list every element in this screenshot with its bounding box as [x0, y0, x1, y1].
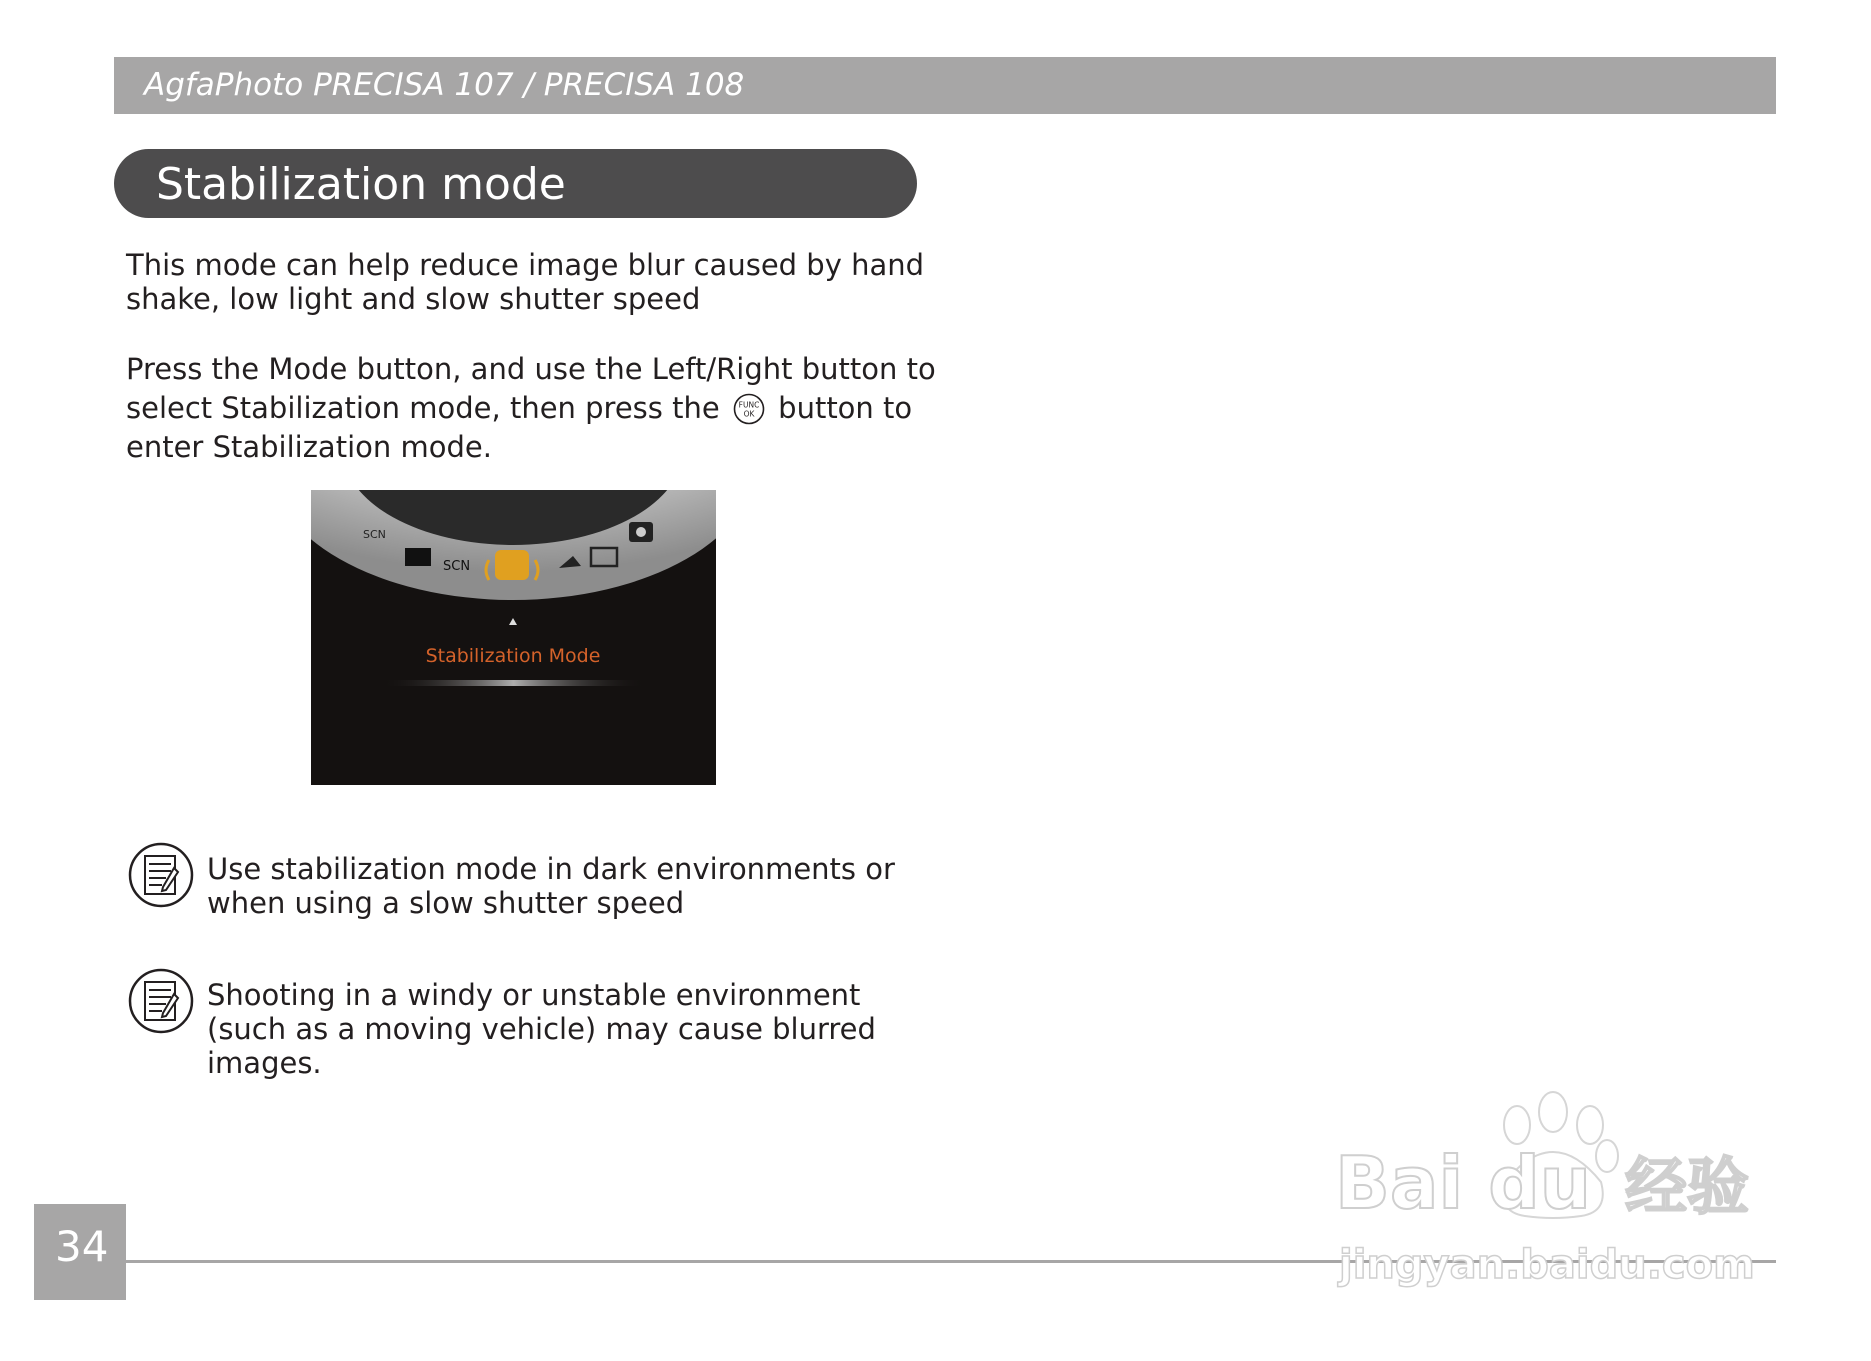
stabilization-mode-label: Stabilization Mode [425, 645, 601, 667]
watermark-cjk: 经验 [1625, 1150, 1750, 1223]
intro-paragraph: This mode can help reduce image blur caused by hand shake, low light and slow shutter speed [126, 248, 925, 316]
instruction-paragraph [126, 350, 946, 467]
note-text: Use stabilization mode in dark environments or when using a slow shutter speed [207, 852, 895, 920]
watermark-brand: Bai du [1335, 1141, 1592, 1225]
label-glow [381, 680, 646, 686]
note-text: Shooting in a windy or unstable environment (such as a moving vehicle) may cause blurred images. [207, 978, 876, 1080]
watermark-url: jingyan.baidu.com [1339, 1242, 1755, 1288]
asn-label: SCN [363, 528, 386, 541]
func-label: FUNC [738, 400, 760, 410]
page-number-box [34, 1204, 126, 1300]
note-icon [128, 842, 194, 908]
manual-title: AgfaPhoto PRECISA 107 / PRECISA 108 [144, 67, 745, 103]
note-item [128, 968, 908, 1080]
header-bar [114, 57, 1776, 114]
scn-label: SCN [443, 559, 471, 574]
note-icon [128, 968, 194, 1034]
baidu-watermark [1335, 1090, 1775, 1305]
section-title: Stabilization mode [156, 159, 566, 210]
note-item [128, 842, 908, 920]
section-heading [114, 149, 917, 218]
instruction-part-1: Press the Mode button, and use the Left/Right button to select Stabilization mode, then press the [126, 352, 936, 425]
camera-screen-graphic [311, 490, 716, 785]
instruction-part-2: button to enter Stabilization mode. [126, 391, 913, 464]
ok-label: OK [743, 409, 755, 419]
func-ok-button-icon [733, 393, 765, 425]
camera-screen-image [311, 490, 716, 785]
page-number: 34 [55, 1222, 109, 1271]
